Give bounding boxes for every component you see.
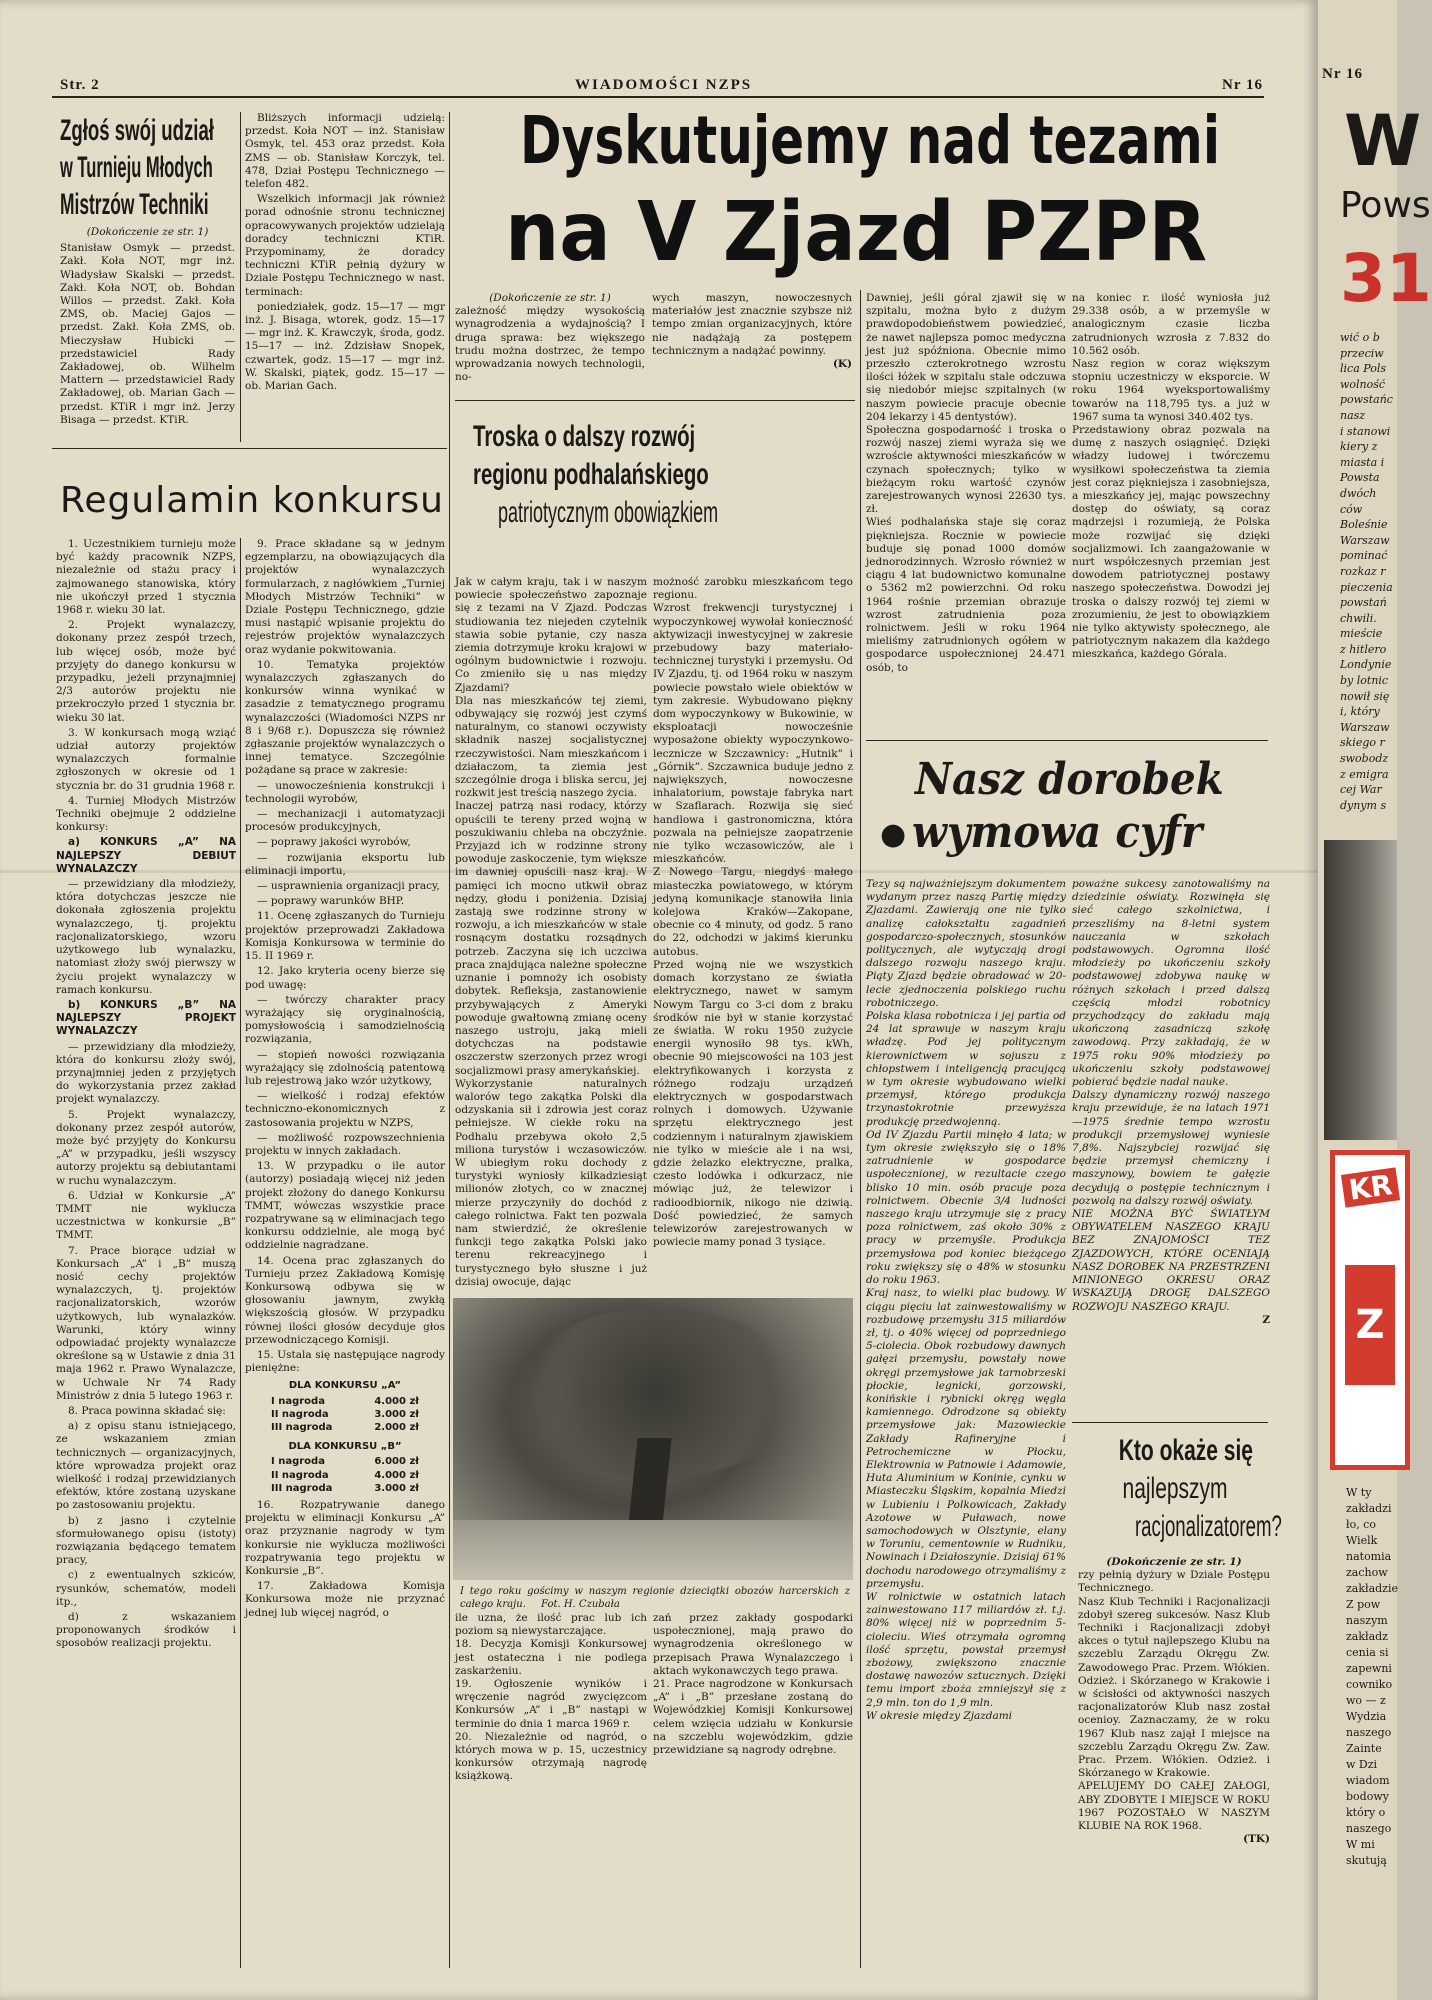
strip-line: rozkaz r — [1340, 564, 1386, 578]
reg-p: 16. Rozpatrywanie danego projektu w eliminacji Konkursu „A” oraz przyznanie nagrody w tym konkursie nie wyklucza możliwości rozpatrywania tego projektu w Konkursie „B”. — [245, 1499, 445, 1578]
photo-caption — [460, 1585, 850, 1615]
issue-number: Nr 16 — [1222, 77, 1263, 93]
strip-line: wić o b — [1340, 331, 1380, 344]
reg-p: 4. Turniej Młodych Mistrzów Techniki obejmuje 2 oddzielne konkursy: — [56, 794, 236, 834]
podhale-col4 — [1072, 292, 1270, 734]
prize-a-title: DLA KONKURSU „A” — [288, 1380, 402, 1392]
podhale-title — [455, 418, 855, 532]
strip-line: ło, co — [1346, 1518, 1376, 1531]
prize-amount: 3.000 zł — [374, 1482, 419, 1494]
headline-text-1: zależność między wysokością wynagrodzenia a wydajnością? I druga sprawa: bez większego trudu można dostrzec, że tempo wprowadzania nowych technologii, no- — [455, 305, 645, 384]
strip-line: Warszaw — [1340, 533, 1390, 547]
strip-line: wo — z — [1346, 1694, 1386, 1707]
regulamin-col3 — [455, 1612, 647, 1783]
strip-line: Powsta — [1340, 471, 1380, 485]
strip-line: cowniko — [1346, 1678, 1393, 1691]
photo-caption-text: I tego roku gościmy w naszym regionie dzieciątki obozów harcerskich z całego kraju. — [460, 1586, 850, 1611]
strip-line: zapewni — [1346, 1662, 1392, 1675]
rule — [866, 740, 1268, 741]
main-headline-1: Dyskutujemy nad tezami — [520, 102, 1221, 179]
regulamin-col2 — [245, 538, 445, 1968]
strip-line: Wielk — [1346, 1534, 1378, 1547]
prize-amount: 4.000 zł — [374, 1395, 419, 1407]
strip-line: skutują — [1346, 1854, 1387, 1867]
dorobek-signature: Z — [1262, 1313, 1270, 1326]
reg-p: — przewidziany dla młodzieży, która do konkursu złoży swój, przynajmniej jeden z przyjętych do wykorzystania przez zakład projekt wynalazczy. — [56, 1040, 236, 1106]
turniej-body — [60, 226, 235, 440]
strip-number: 31 — [1340, 240, 1432, 317]
strip-line: wiadom — [1346, 1774, 1390, 1787]
strip-line: Z pow — [1346, 1598, 1381, 1611]
prize-amount: 2.000 zł — [374, 1422, 419, 1433]
reg-p: 2. Projekt wynalazczy, dokonany przez zespół trzech, lub więcej osób, może być przyjęty do danego konkursu w przypadku, jeżeli przynajmniej 2/3 autorów projektu nie przekroczyło przed 1 stycznia br. wieku 30 lat. — [56, 619, 236, 724]
reg-p: 17. Zakładowa Komisja Konkursowa może nie przyznać jednej lub więcej nagród, o — [245, 1580, 445, 1619]
photo-credit: Fot. H. Czubała — [541, 1599, 620, 1611]
prize-row — [245, 1455, 445, 1468]
prize-label: III nagroda — [271, 1422, 333, 1433]
podhale-text-1: Jak w całym kraju, tak i w naszym powiecie społeczeństwo zapoznaje się z tezami na V Zjazd. Podczas studiowania tez niejeden czytelnik stawia sobie pytanie, czy nasza ziemia dotrzymuje kroku krajowi w ogólnym budownictwie i rozwoju. Co zmieniło się u nas między Zjazdami? Dla nas mieszkańców tej ziemi, odbywający się rozwój jest czymś naturalnym, co stanowi oczywisty składnik naszej socjalistycznej rzeczywistości. Nam mieszkańcom i działaczom, ta ziemia jest szczególnie droga i bliska sercu, jej rozkwit jest treścią naszego życia. Inaczej patrzą nasi rodacy, którzy opuścili te tereny przed wojną w poszukiwaniu chleba na obczyźnie. Przyjazd ich w rodzinne strony powoduje zaskoczenie, tym większe im dawniej opuścili nasz kraj. W pamięci ich mocno utkwił obraz nędzy, głodu i poniżenia. Dzisiaj zastają swe rodzinne strony w rozwoju, a ich mieszkańców w stale rosnącym dostatku rozsądnych potrzeb. Zaczyna się ich uczciwa praca znajdująca należne społeczne uznanie i pomnoży ich osobisty dobytek. Refleksja, zastanowienie przybywających z Ameryki powoduje gwałtowną zmianę oceny naszego ustroju, jaką mieli dotychczas na podstawie oszczerstw szerzonych przez wrogi socjalizmowi prasy amerykańskiej. Wykorzystanie naturalnych walorów tego zakątka Polski dla odzyskania sił i zdrowia jest coraz pełniejsze. W ciekłe roku na Podhalu przebywa około 2,5 miliona turystów i wczasowiczów. W ubiegłym roku dochody z turystyki wyniosły kilkadziesiąt milionów złotych, co w znacznej mierze przyczyniły do dochód z całego rolnictwa. Fakt ten pozwala nam stwierdzić, że określenie funkcji tego zakątka Polski jako terenu rekreacyjnego i turystycznego było słuszne i już dzisiaj owocuje, dając — [455, 576, 647, 1288]
reg-p: — możliwość rozpowszechnienia projektu w innych zakładach. — [245, 1131, 445, 1157]
strip-line: zachow — [1346, 1566, 1388, 1579]
strip-line: zakładzi — [1346, 1502, 1392, 1515]
strip-line: Wydzia — [1346, 1710, 1387, 1723]
info-p2: Wszelkich informacji jak również porad odnośnie stronu technicznej opracowywanych projektów udzielają doradcy techniczni KTiR. Przypominamy, że doradcy techniczni KTiR pełnią dyżury w Dziale Postępu Technicznego w nast. terminach: — [245, 193, 445, 298]
reg-p: — przewidziany dla młodzieży, która dotychczas jeszcze nie dokonała zgłoszenia projektu wynalazczego, tj. projektu racjonalizatorskiego, wzoru użytkowego lub wynalazku, natomiast złoży swój pierwszy w życiu projekt wynalazczy w ramach konkursu. — [56, 878, 236, 996]
headline-col2 — [652, 292, 852, 402]
strip-line: dynym s — [1340, 798, 1387, 812]
reg-p: — usprawnienia organizacji pracy, — [257, 880, 440, 893]
strip-line: wolność — [1340, 377, 1386, 391]
regulamin-col1 — [56, 538, 236, 1968]
podhale-text-2: możność zarobku mieszkańcom tego regionu. Wzrost frekwencji turystycznej i wypoczynkowej wywołał konieczność aktywizacji inwestycyjnej w zakresie przebudowy bazy materiało-technicznej turystyki i przemysłu. Od IV Zjazdu, tj. od 1964 roku w naszym powiecie powstało wiele obiektów w tym zakresie. Wybudowano piękny dom wypoczynkowy w Bukowinie, w eksploatacji nowocześnie wyposażone obiekty wypoczynkowo-lecznicze w Szczawnicy: „Hutnik” i „Górnik”. Szczawnica buduje jedno z największych, nowoczesne inhalatorium, powstaje fabryka nart w Szaflarach. Rozwija się sieć handlowa i gastronomiczna, która pozwala na pełniejsze zaopatrzenie nie tylko wczasowiczów, ale i mieszkańców. Z Nowego Targu, niegdyś małego miasteczka powiatowego, w którym jedyną komunikacje stanowiła linia kolejowa Kraków—Zakopane, obecnie co 4 minuty, od godz. 5 rano do 22, odchodzi w jakimś kierunku autobus. Przed wojną nie we wszystkich domach korzystano ze światła elektrycznego, nawet w samym Nowym Targu co 3-ci dom z braku środków nie był w stanie korzystać ze światła. W roku 1950 zużycie energii wynosiło 98 tys. kWh, obecnie 90 miejscowości na 103 jest elektryfikowanych i korzysta z różnego rodzaju urządzeń elektrycznych w gospodarstwach rolnych i domowych. Używanie sprzętu elektrycznego jest codziennym i naturalnym zjawiskiem nie tylko w mieście ale i na wsi, gdzie żelazko elektryczne, pralka, czesto lodówka i odkurzacz, nie mówiąc już, że telewizor i radioodbiornik, nikogo nie dziwią. Dość powiedzieć, że samych telewizorów zarejestrowanych w powiecie mamy ponad 3 tysiące. — [653, 576, 853, 1249]
info-column — [245, 112, 445, 442]
strip-line: naszego — [1346, 1822, 1392, 1835]
headline-text-2: wych maszyn, nowoczesnych materiałów jest znacznie szybsze niż tempo zmian organizacyjnych, które nie nadążają za postępem technicznym a nadążać powinny. — [652, 292, 852, 357]
strip-line: zakładzie — [1346, 1582, 1399, 1595]
reg-p: 11. Ocenę zgłaszanych do Turnieju projektów przeprowadzi Zakładowa Komisja Konkursowa w terminie do 15. II 1969 r. — [245, 910, 445, 963]
strip-text — [1340, 330, 1400, 813]
column-rule — [240, 538, 241, 1968]
reg-p: 12. Jako kryteria oceny bierze się pod uwagę: — [245, 965, 445, 991]
header-rule — [52, 96, 1264, 98]
headline-signature: (K) — [832, 358, 852, 371]
strip-photo — [1324, 840, 1397, 1140]
strip-line: cenia si — [1346, 1646, 1389, 1659]
strip-letter: W — [1344, 100, 1422, 182]
reg-p: 8. Praca powinna składać się: — [68, 1405, 226, 1417]
strip-line: przeciw — [1340, 346, 1384, 360]
turniej-continuation: (Dokończenie ze str. 1) — [86, 226, 209, 238]
strip-line: Zainte — [1346, 1742, 1382, 1755]
main-headline-2: na V Zjazd PZPR — [505, 185, 1208, 280]
bullet-icon: ● — [880, 817, 907, 852]
strip-line: by lotnic — [1340, 674, 1389, 688]
prize-label: I nagroda — [271, 1456, 325, 1468]
red-box-text-1: KR — [1341, 1167, 1400, 1207]
strip-line: pieczenia — [1340, 580, 1393, 594]
reg-p: 9. Prace składane są w jednym egzemplarzu, na obowiązujących dla projektów wynalazczych formularzach, z nagłówkiem „Turniej Młodych Mistrzów Techniki” w Dziale Postępu Technicznego, gdzie musi nastąpić wpisanie projektu do rejestrów projektów wynalazczych oraz wydanie pokwitowania. — [245, 538, 445, 656]
strip-line: Warszaw — [1340, 720, 1390, 734]
strip-line: z emigra — [1340, 767, 1389, 781]
prize-row — [245, 1395, 445, 1408]
reg-p: 15. Ustala się następujące nagrody pieniężne: — [245, 1348, 445, 1375]
turniej-text: Stanisław Osmyk — przedst. Zakł. Koła NOT, mgr inż. Władysław Skalski — przedst. Zakł. Koła NOT, ob. Bohdan Willos — przedst. Zakł. Koła ZMS, ob. Maciej Gajos — przedst. Zakł. Koła ZMS, ob. Mieczysław Hubicki — przedstawiciel Rady Zakładowej, ob. Wilhelm Mattern — przedstawiciel Rady Zakładowej, ob. Marian Gach — przedst. KTiR i mgr inż. Jerzy Bisaga — przedst. KTiR. — [60, 242, 235, 426]
reg-p: 3. W konkursach mogą wziąć udział autorzy projektów wynalazczych formalnie zgłoszonych w okresie od 1 stycznia br. do 31 grudnia 1968 r. — [56, 726, 236, 792]
strip-line: nasz — [1340, 408, 1366, 422]
rule — [52, 448, 447, 449]
reg-p: — poprawy warunków BHP. — [257, 895, 405, 908]
prize-row — [245, 1408, 445, 1421]
dorobek-col1 — [866, 878, 1066, 1968]
reg-p: 1. Uczestnikiem turnieju może być każdy pracownik NZPS, niezależnie od stażu pracy i zajmowanego stanowiska, który nie ukończył przed 1 stycznia 1968 r. wieku 30 lat. — [56, 538, 236, 617]
dorobek-text-2: poważne sukcesy zanotowaliśmy na dziedzinie oświaty. Rozwinęła się sieć całego szkolnictwa, i przeszliśmy na 8-letni system nauczania w szkołach podstawowych. Ogromna ilość młodzieży po ukończeniu szkoły podstawowej zdobywa naukę w różnych szkołach i przed dalszą częścią młodzi robotnicy przychodzący do zakładu mają ukończoną zasadniczą szkołę zawodową. Przy zakładają, że w 1975 roku 90% młodzieży po ukończeniu szkoły podstawowej pobierać będzie nadal nauke. Dalszy dynamiczny rozwój naszego kraju przewiduje, że na latach 1971—1975 średnie tempo wzrostu produkcji przemysłowej wyniesie 7,8%. Najszybciej rozwijać się będzie przemysł chemiczny i maszynowy, bowiem te gałęzie decydują o postępie technicznym i pozwolą na dalszy rozwój oświaty. NIE MOŻNA BYĆ ŚWIATŁYM OBYWATELEM NASZEGO KRAJU BEZ ZNAJOMOŚCI TEZ ZJAZDOWYCH, KTÓRE OCENIAJĄ NASZ DOROBEK NA PRZESTRZENI MINIONEGO OKRESU ORAZ WSKAZUJĄ DROGĘ DALSZEGO ROZWOJU NASZEGO KRAJU. — [1072, 878, 1270, 1313]
reg-konkurs-b: b) KONKURS „B” NA NAJLEPSZY PROJEKT WYNALAZCZY — [56, 998, 236, 1038]
regulamin-tail-3: ile uzna, że ilość prac lub ich poziom są niewystarczające. 18. Decyzja Komisji Konkursowej jest ostateczna i nie podlega zaskarżeniu. 19. Ogłoszenie wyników i wręczenie nagród zwycięzcom Konkursów „A” i „B” nastąpi w terminie do dnia 1 marca 1969 r. 20. Niezależnie od nagród, o których mowa w p. 15, uczestnicy konkursów otrzymają nagrodę książkową. — [455, 1612, 647, 1783]
strip-line: W mi — [1346, 1838, 1375, 1851]
reg-p: 5. Projekt wynalazczy, dokonany przez zespół autorów, może być przyjęty do Konkursu „A” w przypadku, jeśli wszyscy autorzy projektu są debiutantami w ruchu wynalazczym. — [56, 1108, 236, 1187]
strip-line: pominać — [1340, 549, 1388, 563]
strip-line: skiego r — [1340, 736, 1385, 750]
prize-label: II nagroda — [271, 1469, 329, 1481]
strip-line: kiery z — [1340, 440, 1378, 454]
column-rule — [449, 112, 450, 1968]
racjo-continuation: (Dokończenie ze str. 1) — [1106, 1556, 1242, 1568]
strip-line: w Dzi — [1346, 1758, 1378, 1771]
dorobek-title-2: wymowa cyfr — [912, 807, 1203, 858]
podhale-title-1: Troska o dalszy rozwój — [473, 420, 696, 453]
info-p3: poniedziałek, godz. 15—17 — mgr inż. J. Bisaga, wtorek, godz. 15—17 — mgr inż. K. Krawczyk, środa, godz. 15—17 — inż. Zdzisław Snopek, czwartek, godz. 15—17 — mgr inż. W. Skalski, piątek, godz. 15—17 — ob. Marian Gach. — [245, 300, 445, 393]
reg-p: 14. Ocena prac zgłaszanych do Turnieju przez Zakładową Komisję Konkursową odbywa się w głosowaniu jawnym, zwykłą większością głosów. W przypadku równej ilości głosów decyduje głos przewodniczącego Komisji. — [245, 1254, 445, 1346]
column-rule — [240, 112, 241, 442]
strip-line: bodowy — [1346, 1790, 1389, 1803]
page-number: Str. 2 — [60, 77, 100, 93]
podhale-title-2: regionu podhalańskiego — [473, 458, 709, 491]
strip-line: powstańc — [1340, 393, 1393, 407]
masthead: WIADOMOŚCI NZPS — [575, 77, 753, 93]
turniej-title-1: Zgłoś swój udział — [60, 114, 214, 147]
strip-line: naszego — [1346, 1726, 1392, 1739]
prize-row — [245, 1469, 445, 1482]
strip-line: W ty — [1346, 1486, 1372, 1499]
strip-line: z hitlero — [1340, 642, 1387, 656]
reg-p: 6. Udział w Konkursie „A” TMMT nie wyklucza uczestnictwa w konkursie „B” TMMT. — [56, 1189, 236, 1242]
racjo-title-1: Kto okaże się — [1118, 1434, 1253, 1467]
strip-line: i stanowi — [1340, 424, 1391, 438]
reg-p: 13. W przypadku o ile autor (autorzy) posiadają więcej niż jeden projekt złożony do danego Konkursu TMMT, wówczas wszystkie prace rozpatrywane są w eliminacjach tego konkursu oddzielnie, ale mogą być oddzielnie nagradzane. — [245, 1160, 445, 1252]
strip-sub: Pows — [1340, 185, 1431, 226]
reg-p: — twórczy charakter pracy wyrażający się oryginalnością, pomysłowością i samodzielnością rozwiązania, — [245, 993, 445, 1046]
prize-row — [245, 1482, 445, 1495]
headline-continuation: (Dokończenie ze str. 1) — [489, 292, 611, 304]
next-issue: Nr 16 — [1322, 66, 1363, 82]
strip-text-bottom — [1346, 1485, 1401, 1869]
strip-line: Boleśnie — [1340, 518, 1388, 532]
reg-konkurs-a: a) KONKURS „A” NA NAJLEPSZY DEBIUT WYNALAZCZY — [56, 836, 236, 875]
photo-harcerze — [453, 1298, 853, 1580]
racjo-signature: (TK) — [1243, 1833, 1270, 1846]
red-box — [1330, 1150, 1410, 1470]
racjo-body — [1078, 1556, 1270, 1966]
prize-amount: 3.000 zł — [374, 1408, 419, 1420]
strip-line: zakładz — [1346, 1630, 1388, 1643]
regulamin-title: Regulamin konkursu — [60, 480, 444, 521]
reg-p: a) z opisu stanu istniejącego, ze wskazaniem zmian technicznych — organizacyjnych, które wprowadza projekt oraz wielkość i rodzaj przewidzianych efektów, które zostaną uzyskane po zastosowaniu projektu. — [56, 1420, 236, 1512]
regulamin-col4 — [653, 1612, 853, 1757]
reg-p: — poprawy jakości wyrobów, — [257, 836, 411, 849]
strip-line: powstań — [1340, 596, 1387, 610]
podhale-title-3: patriotycznym obowiązkiem — [498, 496, 719, 529]
reg-p: — stopień nowości rozwiązania wyrażający się zdolnością patentową lub rejestrową jako wzór użytkowy, — [245, 1048, 445, 1087]
racjo-text: rzy pełnią dyżury w Dziale Postępu Technicznego. Nasz Klub Techniki i Racjonalizacji zdobył szereg sukcesów. Nasz Klub Techniki i Racjonalizacji zdobył akces o tytuł najlepszego Klubu na szczeblu Zarządu Okręgu Zw. Zawodowego Prac. Przem. Włókien. Odzież. i Skórzanego w Krakowie i w ścisłości od aktywności naszych racjonalizatorów Klub nasz został ocenioy. Zaznaczamy, że w roku 1967 Klub nasz zajął I miejsce na szczeblu Zarządu Okręgu Zw. Zaw. Prac. Przem. Włókien. Odzież. i Skórzanego w Krakowie. APELUJEMY DO CAŁEJ ZAŁOGI, ABY ZDOBYTE I MIEJSCE W ROKU 1967 POZOSTAŁO W NASZYM KLUBIE NA ROK 1968. — [1078, 1569, 1270, 1833]
turniej-title-3: Mistrzów Techniki — [60, 188, 209, 221]
column-rule — [860, 290, 861, 1968]
strip-line: który o — [1346, 1806, 1386, 1819]
rule — [455, 400, 855, 401]
reg-p: b) z jasno i czytelnie sformułowanego opisu (istoty) rozwiązania będącego tematem pracy, — [56, 1514, 236, 1567]
podhale-col3 — [866, 292, 1066, 734]
paper-fold — [0, 870, 1318, 873]
strip-line: Londynie — [1340, 658, 1392, 672]
reg-p: d) z wskazaniem proponowanych środków i sposobów realizacji projektu. — [56, 1611, 236, 1650]
regulamin-tail-4: zań przez zakłady gospodarki uspołecznionej, mają prawo do wynagrodzenia określonego w przepisach Prawa Wynalazczego i aktach wykonawczych tego prawa. 21. Prace nagrodzone w Konkursach „A” i „B” przesłane zostaną do Wojewódzkiej Komisji Konkursowej celem wzięcia udziału w Konkursie na szczeblu wojewódzkim, gdzie przewidziane są nagrody odrębne. — [653, 1612, 853, 1757]
reg-p: — rozwijania eksportu lub eliminacji importu, — [245, 851, 445, 877]
turniej-title-2: w Turnieju Młodych — [60, 151, 213, 184]
reg-p: — mechanizacji i automatyzacji procesów produkcyjnych, — [245, 808, 445, 834]
strip-line: ców — [1340, 502, 1363, 516]
prize-amount: 6.000 zł — [374, 1456, 419, 1468]
podhale-text-4: na koniec r. ilość wyniosła już 29.338 osób, a w przemyśle w analogicznym czasie liczba zatrudnionych wzrosła z 7.832 do 10.562 osób. Nasz region w coraz większym stopniu uczestniczy w eksporcie. W roku 1964 wyeksportowaliśmy towarów na 118,795 tys. a już w 1967 suma ta wynosi 340.402 tys. Przedstawiony obraz pozwala na dumę z naszych osiągnięć. Dzięki władzy ludowej i twórczemu wysiłkowi społeczeństwa ta ziemia jest coraz piękniejsza i zasobniejsza, a mieszkańcy jej, mając powszechny dostęp do oświaty, są coraz mądrzejsi i rozumieją, że Polska może rozwijać się dzięki socjalizmowi. Ich zaangażowanie w nurt współczesnych przemian jest dowodem patriotycznej postawy naszego społeczeństwa. Dowodzi jej troska o dalszy rozwój tej ziemi w zrozumieniu, że jest to obowiązkiem nie tylko aktywisty społecznego, ale patriotycznym nakazem dla każdego mieszkańca, każdego Górala. — [1072, 292, 1270, 661]
podhale-col2 — [653, 576, 853, 1294]
dorobek-title-1: Nasz dorobek — [915, 754, 1224, 805]
racjo-title — [1090, 1432, 1282, 1546]
podhale-text-3: Dawniej, jeśli góral zjawił się w szpitalu, można było z dużym prawdopodobieństwem powiedzieć, że nawet najlepsza pomoc medyczna jest już spóźniona. Obecnie mimo przeszło czterokrotnego wzrostu ilości łóżek w szpitalu stale odczuwa się niedobór miejsc szpitalnych (w naszym powiecie pracuje obecnie 204 lekarzy i 45 dentystów). Społeczna gospodarność i troska o rozwój naszej ziemi wyraża się we wzroście aktywności mieszkańców w czynach społecznych; tylko w bieżącym roku wartość czynów zarejestrowanych wynosi 22630 tys. zł. Wieś podhalańska staje się coraz piękniejsza. Rocznie w powiecie buduje się ponad 1000 domów jednorodzinnych. Wzrosło również w ciągu 4 lat budownictwo komunalne o 5362 m2 powierzchni. Od roku 1964 rośnie przemian obrazuje wzrost zatrudnienia poza rolnictwem. Jeśli w roku 1964 mieliśmy zatrudnionych ogółem w gospodarce uspołecznionej 24.471 osób, to — [866, 292, 1066, 674]
podhale-col1 — [455, 576, 647, 1294]
info-p1: Bliższych informacji udzielą: przedst. Koła NOT — inż. Stanisław Osmyk, tel. 453 oraz przedst. Koła ZMS — ob. Stanisław Korczyk, tel. 478, Dział Postępu Technicznego — telefon 482. — [245, 112, 445, 191]
reg-p: c) z ewentualnych szkiców, rysunków, schematów, modeli itp., — [56, 1569, 236, 1608]
prize-amount: 4.000 zł — [374, 1469, 419, 1481]
dorobek-col2 — [1072, 878, 1270, 1418]
reg-p: 7. Prace biorące udział w Konkursach „A” i „B” muszą nosić cechy projektów wynalazczych, tj. projektów racjonalizatorskich, wzorów użytkowych, lub wynalazków. Warunki, który winny odpowiadać projekty wynalazcze określone są w Ustawie z dnia 31 maja 1962 r. Prawo Wynalazcze, w Uchwale Nr 74 Rady Ministrów z dnia 5 lutego 1963 r. — [56, 1244, 236, 1402]
prize-label: III nagroda — [271, 1482, 333, 1494]
prize-row — [245, 1421, 445, 1434]
ground — [453, 1520, 853, 1580]
red-box-text-2: Z — [1345, 1265, 1395, 1385]
strip-line: i, który — [1340, 705, 1380, 719]
strip-line: chwili. — [1340, 611, 1377, 625]
prize-label: I nagroda — [271, 1395, 325, 1407]
reg-p: — wielkość i rodzaj efektów techniczno-ekonomicznych z zastosowania projektu w NZPS, — [245, 1090, 445, 1129]
reg-p: 10. Tematyka projektów wynalazczych zgłaszanych do konkursów winna wynikać w zasadzie z tematycznego programu wynalazczości (Wiadomości NZPS nr 8 i 9/68 r.). Dopuszcza się również zgłaszanie projektów wynalazczych o innej tematyce. Szczególnie pożądane są prace w zakresie: — [245, 658, 445, 777]
next-page-strip — [1318, 0, 1432, 2000]
strip-line: naszym — [1346, 1614, 1388, 1627]
strip-line: lica Pols — [1340, 362, 1386, 376]
rule — [1072, 1422, 1268, 1423]
strip-line: nowił się — [1340, 689, 1390, 703]
turniej-article — [60, 112, 235, 223]
racjo-title-2: najlepszym — [1122, 1472, 1228, 1505]
dorobek-text-1: Tezy są najważniejszym dokumentem wydanym przez naszą Partię między Zjazdami. Zawierają one nie tylko analizę całokształtu zagadnień gospodarczo-społecznych, stosunków politycznych, ale wytyczają drogi dalszego rozwoju naszego kraju. Piąty Zjazd będzie obradować w 20-lecie zjednoczenia polskiego ruchu robotniczego. Polska klasa robotnicza i jej partia od 24 lat sprawuje w naszym kraju władzę. Pod jej politycznym kierownictwem w sojuszu z chłopstwem i inteligencją pracującą w tym okresie wybudowano wielki przemysł, którego produkcja trzynastokrotnie przewyższa produkcję przedwojenną. Od IV Zjazdu Partii minęło 4 lata; w tym okresie zwiększyło się o 18% zatrudnienie w gospodarce uspołecznionej, w rezultacie czego blisko 10 min. osób pracuje poza rolnictwem. Obecnie 3/4 ludności naszego kraju utrzymuje się z pracy poza rolnictwem, zaś około 30% z pracy w przemyśle. Produkcja przemysłowa pod koniec bieżącego roku zwiększy się o 48% w stosunku do roku 1963. Kraj nasz, to wielki plac budowy. W ciągu pięciu lat zainwestowaliśmy w rozbudowę przemysłu 315 miliardów zł, tj. o 40% więcej od poprzedniego 5-ciolecia. Obok rozbudowy dawnych gałęzi przemysłu, powstały nowe okręgi przemysłowe jak tarnobrzeski płockie, legnicki, gorzowski, konińskie i rybnicki okręg węgla kamiennego. Odrodzone są obiekty przemysłowe jak: Mazowieckie Zakłady Rafineryjne i Petrochemiczne w Płocku, Elektrownia w Patnowie i Adamowie, Huta Aluminium w Koninie, cynku w Miasteczku Śląskim, kopalnia Miedzi w Lubieniu i Polkowicach, Zakłady Azotowe w Puławach, nowe samochodowych w Olsztynie, elany w Toruniu, cementownie w Rudniku, Nowinach i Działoszynie. Dzisiaj 61% dochodu narodowego otrzymaliśmy z przemysłu. W rolnictwie w ostatnich latach zainwestowano 117 miliardów zł. t.j. 80% więcej niż w poprzednim 5-cioleciu. Wieś otrzymała ogromną ilość sprzętu, powstał przemysł zbożowy, zwiększono znacznie dostawę nawozów sztucznych. Dzięki temu import zboża zmniejszył się z 2,9 mln. ton do 1,9 mln. W okresie między Zjazdami — [866, 878, 1066, 1722]
strip-line: miasta i — [1340, 455, 1385, 469]
strip-line: mieście — [1340, 627, 1383, 641]
strip-line: swobodz — [1340, 752, 1389, 766]
strip-line: natomia — [1346, 1550, 1392, 1563]
prize-label: II nagroda — [271, 1408, 329, 1420]
reg-p: — unowocześnienia konstrukcji i technologii wyrobów, — [245, 779, 445, 805]
strip-line: cej War — [1340, 783, 1382, 797]
headline-col1 — [455, 292, 645, 382]
racjo-title-3: racjonalizatorem? — [1134, 1510, 1282, 1543]
strip-line: dwóch — [1340, 486, 1377, 500]
prize-b-title: DLA KONKURSU „B” — [288, 1441, 402, 1453]
